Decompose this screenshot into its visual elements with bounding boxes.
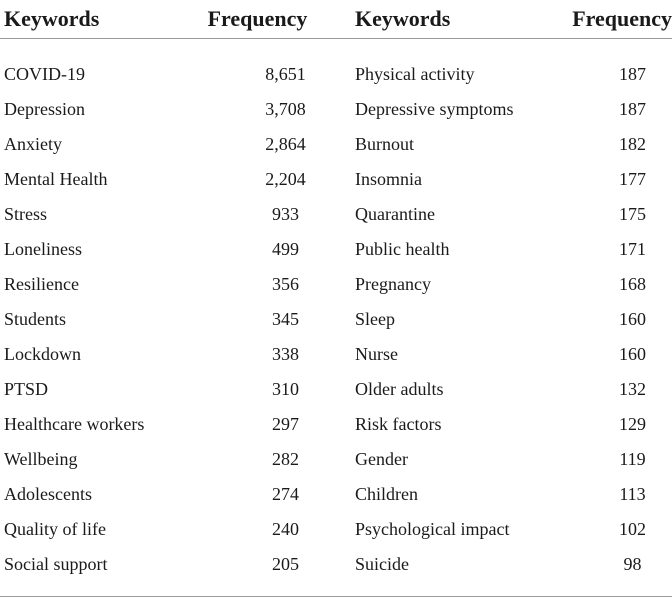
frequency-right-cell: 129: [619, 414, 646, 434]
keyword-left-cell: Loneliness: [4, 239, 82, 259]
keyword-right-cell: Burnout: [355, 134, 415, 154]
table-bottom-rule: [0, 582, 672, 597]
table-row: [0, 547, 672, 582]
header-keywords-2: Keywords: [329, 0, 555, 39]
keyword-right-cell: Depressive symptoms: [355, 99, 514, 119]
keyword-right-cell: Suicide: [355, 554, 409, 574]
keyword-left-cell: Students: [4, 309, 67, 329]
frequency-left-cell: 356: [272, 274, 299, 294]
frequency-left-cell: 8,651: [265, 64, 306, 84]
frequency-left-cell: 310: [272, 379, 299, 399]
frequency-left-cell: 345: [272, 309, 299, 329]
frequency-right-cell: 182: [619, 134, 646, 154]
keyword-left-cell: Adolescents: [4, 484, 92, 504]
frequency-left-cell: 499: [272, 239, 299, 259]
table-row: [0, 337, 672, 372]
table-row: [0, 39, 672, 93]
keyword-right-cell: Pregnancy: [355, 274, 431, 294]
frequency-left-cell: 297: [272, 414, 299, 434]
frequency-right-cell: 187: [619, 99, 646, 119]
keyword-right-cell: Risk factors: [355, 414, 442, 434]
frequency-right-cell: 102: [619, 519, 646, 539]
frequency-left-cell: 2,864: [265, 134, 306, 154]
frequency-left-cell: 933: [272, 204, 299, 224]
frequency-left-cell: 205: [272, 554, 299, 574]
frequency-left-cell: 3,708: [265, 99, 306, 119]
keyword-left-cell: PTSD: [4, 379, 49, 399]
header-frequency-1: Frequency: [160, 0, 329, 39]
table-row: [0, 127, 672, 162]
table-body: [0, 39, 672, 583]
keyword-right-cell: Psychological impact: [355, 519, 510, 539]
keyword-right-cell: Nurse: [355, 344, 398, 364]
table-row: [0, 162, 672, 197]
frequency-right-cell: 160: [619, 309, 646, 329]
keyword-left-cell: COVID-19: [4, 64, 85, 84]
header-row: [0, 0, 672, 39]
frequency-right-cell: 177: [619, 169, 646, 189]
bottom-rule-cell: [0, 582, 672, 597]
frequency-right-cell: 113: [619, 484, 646, 504]
frequency-right-cell: 168: [619, 274, 646, 294]
table-row: [0, 372, 672, 407]
frequency-left-cell: 2,204: [265, 169, 306, 189]
table-row: [0, 442, 672, 477]
keyword-left-cell: Social support: [4, 554, 108, 574]
keyword-right-cell: Older adults: [355, 379, 444, 399]
header-frequency-2: Frequency: [555, 0, 672, 39]
table-row: [0, 267, 672, 302]
keyword-left-cell: Depression: [4, 99, 85, 119]
frequency-left-cell: 240: [272, 519, 299, 539]
frequency-right-cell: 119: [619, 449, 646, 469]
frequency-right-cell: 132: [619, 379, 646, 399]
table-row: [0, 477, 672, 512]
table-row: [0, 512, 672, 547]
table-row: [0, 197, 672, 232]
frequency-right-cell: 175: [619, 204, 646, 224]
header-keywords-1: Keywords: [0, 0, 160, 39]
keyword-left-cell: Stress: [4, 204, 48, 224]
keyword-right-cell: Children: [355, 484, 418, 504]
table-row: [0, 92, 672, 127]
keyword-right-cell: Sleep: [355, 309, 395, 329]
keyword-left-cell: Quality of life: [4, 519, 106, 539]
keyword-left-cell: Anxiety: [4, 134, 62, 154]
keyword-right-cell: Public health: [355, 239, 450, 259]
keyword-left-cell: Lockdown: [4, 344, 81, 364]
frequency-left-cell: 282: [272, 449, 299, 469]
frequency-right-cell: 171: [619, 239, 646, 259]
frequency-right-cell: 98: [623, 554, 642, 574]
keyword-right-cell: Gender: [355, 449, 408, 469]
frequency-right-cell: 160: [619, 344, 646, 364]
keyword-right-cell: Quarantine: [355, 204, 435, 224]
table-row: [0, 302, 672, 337]
keyword-right-cell: Insomnia: [355, 169, 422, 189]
frequency-left-cell: 274: [272, 484, 299, 504]
table-row: [0, 232, 672, 267]
keyword-left-cell: Wellbeing: [4, 449, 78, 469]
keyword-left-cell: Mental Health: [4, 169, 108, 189]
keyword-left-cell: Healthcare workers: [4, 414, 145, 434]
table-row: [0, 407, 672, 442]
frequency-right-cell: 187: [619, 64, 646, 84]
frequency-left-cell: 338: [272, 344, 299, 364]
keyword-right-cell: Physical activity: [355, 64, 475, 84]
keyword-left-cell: Resilience: [4, 274, 79, 294]
